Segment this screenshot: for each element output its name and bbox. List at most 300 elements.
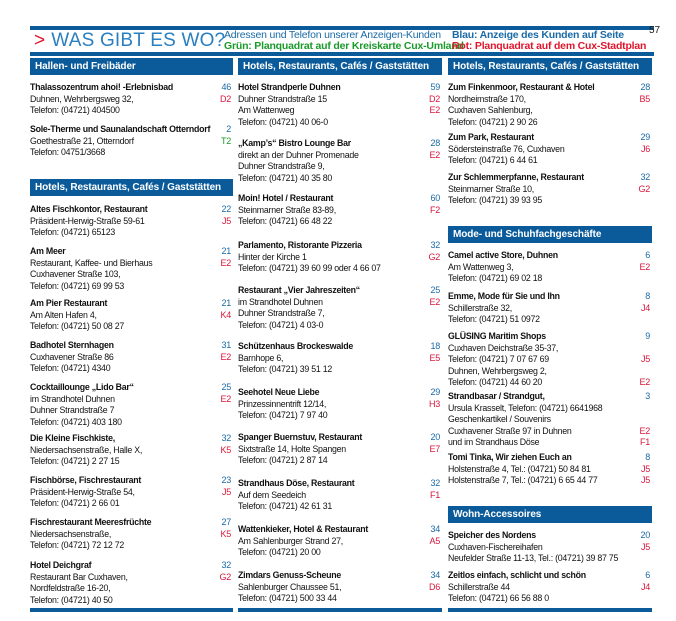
entry-text: Goethestraße 21, Otterndorf — [30, 135, 134, 146]
entry-line — [448, 475, 652, 487]
entry-text: Telefon: (04721) 4340 — [30, 363, 111, 374]
entry-text: Restaurant „Vier Jahreszeiten“ — [238, 285, 360, 295]
entry-text: Telefon: (04721) 39 60 99 oder 4 66 07 — [238, 263, 381, 274]
entry-text: Cuxhavener Straße 86 — [30, 351, 114, 362]
city-map-grid: K5 — [220, 528, 231, 539]
page-reference: 32 — [221, 560, 231, 570]
section-header: Hotels, Restaurants, Cafés / Gaststätten — [448, 58, 652, 75]
entry-line — [30, 136, 233, 148]
page-reference: 20 — [430, 432, 440, 442]
entry-name — [448, 291, 652, 303]
arrow-icon: > — [34, 30, 46, 51]
entry-text: Telefon: (04721) 69 02 18 — [448, 273, 543, 284]
page-reference: 8 — [645, 452, 650, 462]
entry-text: Sixtstraße 14, Holte Spangen — [238, 443, 346, 454]
entry-text: Telefon: (04721) 40 06-0 — [238, 116, 328, 127]
entry-line — [238, 150, 442, 162]
entry-name — [30, 475, 233, 487]
section-header: Mode- und Schuhfachgeschäfte — [448, 226, 652, 243]
entry-line — [238, 501, 442, 513]
city-map-grid: E5 — [429, 352, 440, 363]
entry-name — [448, 570, 652, 582]
entry-text: Duhnen, Wehrbergsweg 2, — [448, 365, 547, 376]
listing-entry — [448, 331, 652, 389]
entry-name — [448, 331, 652, 343]
entry-text: Cuxhavener Straße 103, — [30, 269, 121, 280]
entry-text: Seehotel Neue Liebe — [238, 387, 320, 397]
entry-line — [30, 227, 233, 239]
entry-text: Telefon: (04721) 404500 — [30, 105, 120, 116]
listing-entry — [448, 172, 652, 207]
entry-name — [238, 240, 442, 252]
city-map-grid: A5 — [429, 535, 440, 546]
entry-text: Nordfeldstraße 16-20, — [30, 583, 111, 594]
page-reference: 32 — [221, 433, 231, 443]
entry-name — [238, 82, 442, 94]
entry-name — [448, 82, 652, 94]
city-map-grid: G2 — [219, 571, 231, 582]
entry-line — [448, 582, 652, 594]
entry-text: Telefon: (04721) 2 90 26 — [448, 116, 538, 127]
listing-entry — [448, 291, 652, 326]
entry-text: Strandbasar / Strandgut, — [448, 391, 545, 401]
city-map-grid: D2 — [219, 93, 231, 104]
entry-name — [30, 340, 233, 352]
page-reference: 29 — [430, 387, 440, 397]
entry-text: Zur Schlemmerpfanne, Restaurant — [448, 172, 584, 182]
entry-line — [30, 540, 233, 552]
city-map-grid: B5 — [639, 93, 650, 104]
page-number: 57 — [649, 25, 661, 36]
entry-text: Speicher des Nordens — [448, 530, 536, 540]
entry-line — [30, 583, 233, 595]
entry-text: „Kamp’s“ Bistro Lounge Bar — [238, 138, 351, 148]
listing-entry — [448, 452, 652, 487]
entry-name — [238, 570, 442, 582]
entry-line — [448, 366, 652, 378]
page-reference: 28 — [640, 82, 650, 92]
page-reference: 32 — [640, 172, 650, 182]
entry-name — [448, 452, 652, 464]
entry-text: Spanger Buernstuv, Restaurant — [238, 432, 363, 442]
entry-text: Telefon: (04721) 6 44 61 — [448, 155, 538, 166]
entry-text: Wattenkieker, Hotel & Restaurant — [238, 524, 369, 534]
entry-line — [30, 105, 233, 117]
entry-text: Am Sahlenburger Strand 27, — [238, 535, 343, 546]
entry-text: Schillerstraße 44 — [448, 581, 510, 592]
entry-line — [448, 403, 652, 415]
entry-text: Telefon: (04721) 500 33 44 — [238, 593, 337, 604]
entry-line — [238, 263, 442, 275]
entry-line — [448, 144, 652, 156]
entry-line — [238, 117, 442, 129]
city-map-grid: E2 — [639, 377, 650, 388]
listing-entry — [448, 391, 652, 449]
entry-line — [448, 437, 652, 449]
legend-blue: Blau: Anzeige des Kunden auf Seite — [452, 29, 624, 41]
entry-text: Am Meer — [30, 246, 66, 256]
page-reference: 32 — [430, 478, 440, 488]
entry-text: Am Wattenweg 3, — [448, 261, 514, 272]
entry-text: und im Strandhaus Döse — [448, 437, 540, 448]
entry-text: Neufelder Straße 11-13, Tel.: (04721) 39 87 75 — [448, 553, 619, 564]
entry-name — [238, 387, 442, 399]
entry-line — [238, 173, 442, 185]
page-reference: 28 — [430, 138, 440, 148]
entry-text: Am Alten Hafen 4, — [30, 309, 97, 320]
page-reference: 18 — [430, 341, 440, 351]
entry-text: direkt an der Duhner Promenade — [238, 149, 359, 160]
entry-line — [238, 161, 442, 173]
entry-text: Fischbörse, Fischrestaurant — [30, 475, 142, 485]
entry-text: Telefon: (04721) 4 03-0 — [238, 319, 324, 330]
listing-entry — [238, 478, 442, 513]
page-reference: 31 — [221, 340, 231, 350]
entry-text: Steinmarner Straße 83-89, — [238, 204, 336, 215]
entry-text: Holstenstraße 7, Tel.: (04721) 6 65 44 77 — [448, 475, 598, 486]
city-map-grid: E2 — [220, 351, 231, 362]
city-map-grid: J5 — [640, 541, 650, 552]
entry-text: im Strandhotel Duhnen — [238, 296, 323, 307]
bottom-rule — [30, 608, 233, 612]
entry-text: Södersteinstraße 76, Cuxhaven — [448, 143, 565, 154]
entry-line — [448, 117, 652, 129]
entry-text: Tomi Tinka, Wir ziehen Euch an — [448, 452, 572, 462]
city-map-grid: J5 — [221, 486, 231, 497]
entry-name — [30, 82, 233, 94]
entry-text: Telefon: (04721) 40 35 80 — [238, 172, 333, 183]
entry-name — [30, 382, 233, 394]
entry-line — [30, 269, 233, 281]
page-reference: 8 — [645, 291, 650, 301]
city-map-grid: F2 — [429, 204, 440, 215]
city-map-grid: E2 — [429, 105, 440, 116]
entry-line — [238, 536, 442, 548]
listing-entry — [30, 517, 233, 552]
entry-line — [238, 94, 442, 106]
page-reference: 25 — [430, 285, 440, 295]
entry-text: Geschenkartikel / Souvenirs — [448, 414, 551, 425]
entry-text: Am Pier Restaurant — [30, 298, 108, 308]
entry-line — [448, 94, 652, 106]
entry-line — [448, 377, 652, 389]
entry-name — [448, 172, 652, 184]
page-reference: 29 — [640, 132, 650, 142]
entry-text: Hotel Strandperle Duhnen — [238, 82, 341, 92]
entry-text: Telefon: (04721) 39 93 95 — [448, 195, 543, 206]
listing-entry — [238, 285, 442, 331]
section-header: Hotels, Restaurants, Cafés / Gaststätten — [238, 58, 442, 75]
page-title-text: WAS GIBT ES WO? — [51, 30, 226, 51]
page-reference: 20 — [640, 530, 650, 540]
listing-entry — [30, 298, 233, 333]
entry-line — [238, 593, 442, 605]
listing-entry — [238, 432, 442, 467]
entry-text: Zum Finkenmoor, Restaurant & Hotel — [448, 82, 595, 92]
entry-text: Niedersachsenstraße, — [30, 528, 112, 539]
page-reference: 34 — [430, 570, 440, 580]
entry-name — [238, 524, 442, 536]
entry-line — [238, 205, 442, 217]
city-map-grid: F1 — [639, 437, 650, 448]
bottom-rule — [448, 608, 652, 612]
listing-entry — [30, 433, 233, 468]
entry-text: Zimdars Genuss-Scheune — [238, 570, 342, 580]
page-reference: 60 — [430, 193, 440, 203]
listing-entry — [30, 246, 233, 292]
entry-text: Restaurant Bar Cuxhaven, — [30, 571, 128, 582]
entry-text: Cuxhaven Sahlenburg, — [448, 105, 533, 116]
page-reference: 6 — [645, 570, 650, 580]
column-2 — [238, 0, 442, 621]
entry-line — [448, 273, 652, 285]
entry-text: Duhner Strandstraße 7 — [30, 405, 115, 416]
city-map-grid: E2 — [639, 425, 650, 436]
entry-text: Cocktaillounge „Lido Bar“ — [30, 382, 134, 392]
entry-line — [238, 297, 442, 309]
page-reference: 25 — [221, 382, 231, 392]
listing-entry — [238, 570, 442, 605]
legend-addresses: Adressen und Telefon unserer Anzeigen-Kunden — [224, 29, 441, 41]
legend-green: Grün: Planquadrat auf der Kreiskarte Cux-Umland — [224, 40, 464, 52]
entry-line — [30, 417, 233, 429]
city-map-grid: E7 — [429, 443, 440, 454]
listing-entry — [448, 570, 652, 605]
entry-text: Telefon: (04721) 20 00 — [238, 547, 321, 558]
entry-line — [448, 593, 652, 605]
page-reference: 21 — [221, 298, 231, 308]
listing-entry — [448, 82, 652, 128]
entry-text: GLÜSING Maritim Shops — [448, 331, 546, 341]
entry-text: Barnhope 6, — [238, 352, 284, 363]
city-map-grid: J5 — [640, 354, 650, 365]
city-map-grid: E2 — [639, 261, 650, 272]
entry-line — [448, 414, 652, 426]
entry-text: Cuxhaven-Fischereihafen — [448, 541, 543, 552]
bottom-rule — [238, 608, 442, 612]
entry-line — [238, 582, 442, 594]
entry-line — [448, 195, 652, 207]
entry-name — [238, 432, 442, 444]
entry-line — [238, 216, 442, 228]
listing-entry — [30, 204, 233, 239]
listing-entry — [238, 138, 442, 184]
page-reference: 21 — [221, 246, 231, 256]
entry-line — [448, 184, 652, 196]
listing-entry — [30, 124, 233, 159]
page-reference: 2 — [226, 124, 231, 134]
entry-text: Telefon: (04721) 69 99 53 — [30, 280, 125, 291]
entry-text: Emme, Mode für Sie und Ihn — [448, 291, 560, 301]
entry-text: Telefon: (04721) 50 08 27 — [30, 321, 125, 332]
city-map-grid: D2 — [428, 93, 440, 104]
city-map-grid: E2 — [220, 257, 231, 268]
page-reference: 34 — [430, 524, 440, 534]
listing-entry — [30, 475, 233, 510]
entry-text: Duhnen, Wehrbergsweg 32, — [30, 93, 134, 104]
entry-text: Fischrestaurant Meeresfrüchte — [30, 517, 152, 527]
entry-name — [30, 204, 233, 216]
entry-line — [30, 529, 233, 541]
entry-line — [448, 354, 652, 366]
entry-text: Duhner Strandstraße 15 — [238, 93, 327, 104]
listing-entry — [238, 193, 442, 228]
section-header: Wohn-Accessoires — [448, 506, 652, 523]
entry-text: Cuxhavener Straße 97 in Duhnen — [448, 425, 572, 436]
entry-text: Holstenstraße 4, Tel.: (04721) 50 84 81 — [448, 463, 591, 474]
entry-line — [30, 94, 233, 106]
entry-line — [238, 105, 442, 117]
page-reference: 6 — [645, 250, 650, 260]
entry-text: Duhner Strandstraße 7, — [238, 308, 325, 319]
city-map-grid: J5 — [221, 215, 231, 226]
entry-text: Telefon: (04721) 7 07 67 69 — [448, 354, 549, 365]
entry-text: Parlamento, Ristorante Pizzeria — [238, 240, 362, 250]
entry-text: Camel active Store, Duhnen — [448, 250, 558, 260]
entry-text: Telefon: (04721) 66 48 22 — [238, 216, 333, 227]
entry-line — [448, 105, 652, 117]
entry-line — [448, 553, 652, 565]
city-map-grid: H3 — [428, 398, 440, 409]
entry-name — [238, 341, 442, 353]
entry-name — [448, 250, 652, 262]
entry-line — [448, 155, 652, 167]
entry-text: Telefon: (04721) 66 56 88 0 — [448, 593, 549, 604]
entry-text: Cuxhaven Deichstraße 35-37, — [448, 342, 559, 353]
entry-text: Die Kleine Fischkiste, — [30, 433, 115, 443]
entry-name — [30, 246, 233, 258]
entry-name — [238, 478, 442, 490]
column-3 — [448, 0, 652, 621]
entry-line — [30, 258, 233, 270]
page-reference: 23 — [221, 475, 231, 485]
listing-entry — [448, 250, 652, 285]
city-map-grid: G2 — [638, 183, 650, 194]
entry-line — [448, 426, 652, 438]
entry-name — [238, 138, 442, 150]
entry-text: Zeitlos einfach, schlicht und schön — [448, 570, 586, 580]
page-reference: 32 — [430, 240, 440, 250]
entry-text: Prinzessinnentrift 12/14, — [238, 398, 327, 409]
entry-text: Hinter der Kirche 1 — [238, 251, 307, 262]
entry-name — [30, 124, 233, 136]
entry-text: Badhotel Sternhagen — [30, 340, 114, 350]
listing-entry — [448, 530, 652, 565]
entry-name — [238, 193, 442, 205]
entry-text: Steinmarner Straße 10, — [448, 183, 534, 194]
entry-text: Schillerstraße 32, — [448, 302, 512, 313]
entry-text: Duhner Strandstraße 9, — [238, 161, 325, 172]
entry-text: Ursula Krasselt, Telefon: (04721) 6641968 — [448, 402, 603, 413]
entry-line — [448, 262, 652, 274]
section-header: Hallen- und Freibäder — [30, 58, 233, 75]
page-reference: 46 — [221, 82, 231, 92]
entry-line — [448, 343, 652, 355]
entry-line — [238, 399, 442, 411]
page-reference: 3 — [645, 391, 650, 401]
listing-entry — [30, 560, 233, 606]
entry-line — [448, 314, 652, 326]
entry-line — [238, 252, 442, 264]
entry-line — [30, 487, 233, 499]
entry-text: Telefon: (04721) 40 50 — [30, 594, 113, 605]
entry-name — [30, 433, 233, 445]
entry-text: Strandhaus Döse, Restaurant — [238, 478, 355, 488]
entry-text: Auf dem Seedeich — [238, 489, 306, 500]
entry-line — [30, 321, 233, 333]
entry-line — [238, 444, 442, 456]
entry-line — [238, 547, 442, 559]
entry-text: Sole-Therme und Saunalandschaft Otterndorf — [30, 124, 211, 134]
entry-text: Niedersachsenstraße, Halle X, — [30, 444, 143, 455]
listing-entry — [30, 82, 233, 117]
entry-line — [30, 310, 233, 322]
entry-line — [30, 572, 233, 584]
entry-text: Telefon: (04721) 65123 — [30, 227, 115, 238]
entry-text: Telefon: (04721) 2 66 01 — [30, 498, 120, 509]
entry-line — [30, 281, 233, 293]
entry-name — [238, 285, 442, 297]
city-map-grid: J4 — [640, 581, 650, 592]
city-map-grid: J4 — [640, 302, 650, 313]
city-map-grid: E2 — [429, 296, 440, 307]
entry-line — [238, 320, 442, 332]
entry-line — [238, 490, 442, 502]
entry-line — [448, 542, 652, 554]
city-map-grid: G2 — [428, 251, 440, 262]
page-reference: 59 — [430, 82, 440, 92]
entry-line — [238, 455, 442, 467]
entry-text: Telefon: 04751/3668 — [30, 147, 105, 158]
entry-line — [30, 147, 233, 159]
entry-text: Telefon: (04721) 39 51 12 — [238, 364, 333, 375]
listing-entry — [238, 240, 442, 275]
entry-text: Präsident-Herwig-Straße 59-61 — [30, 215, 145, 226]
city-map-grid: J5 — [640, 463, 650, 474]
listing-entry — [448, 132, 652, 167]
listing-entry — [238, 387, 442, 422]
city-map-grid: E2 — [220, 393, 231, 404]
listing-entry — [238, 341, 442, 376]
entry-line — [30, 394, 233, 406]
entry-text: Telefon: (04721) 51 0972 — [448, 314, 540, 325]
listing-entry — [30, 340, 233, 375]
entry-line — [238, 410, 442, 422]
listing-entry — [238, 524, 442, 559]
entry-name — [448, 132, 652, 144]
entry-name — [30, 517, 233, 529]
page-reference: 22 — [221, 204, 231, 214]
page-reference: 9 — [645, 331, 650, 341]
entry-text: Schützenhaus Brockeswalde — [238, 341, 353, 351]
entry-line — [30, 456, 233, 468]
entry-text: Nordheimstraße 170, — [448, 93, 526, 104]
entry-line — [30, 445, 233, 457]
entry-text: Telefon: (04721) 403 180 — [30, 416, 122, 427]
city-map-grid: K5 — [220, 444, 231, 455]
entry-name — [448, 391, 652, 403]
entry-text: Am Wattenweg — [238, 105, 295, 116]
entry-line — [238, 308, 442, 320]
entry-line — [30, 363, 233, 375]
entry-text: Telefon: (04721) 2 27 15 — [30, 456, 120, 467]
entry-text: Telefon: (04721) 72 12 72 — [30, 540, 125, 551]
entry-text: Altes Fischkontor, Restaurant — [30, 204, 148, 214]
entry-text: Telefon: (04721) 44 60 20 — [448, 377, 543, 388]
entry-text: Zum Park, Restaurant — [448, 132, 534, 142]
column-1 — [30, 0, 233, 621]
listing-entry — [238, 82, 442, 128]
